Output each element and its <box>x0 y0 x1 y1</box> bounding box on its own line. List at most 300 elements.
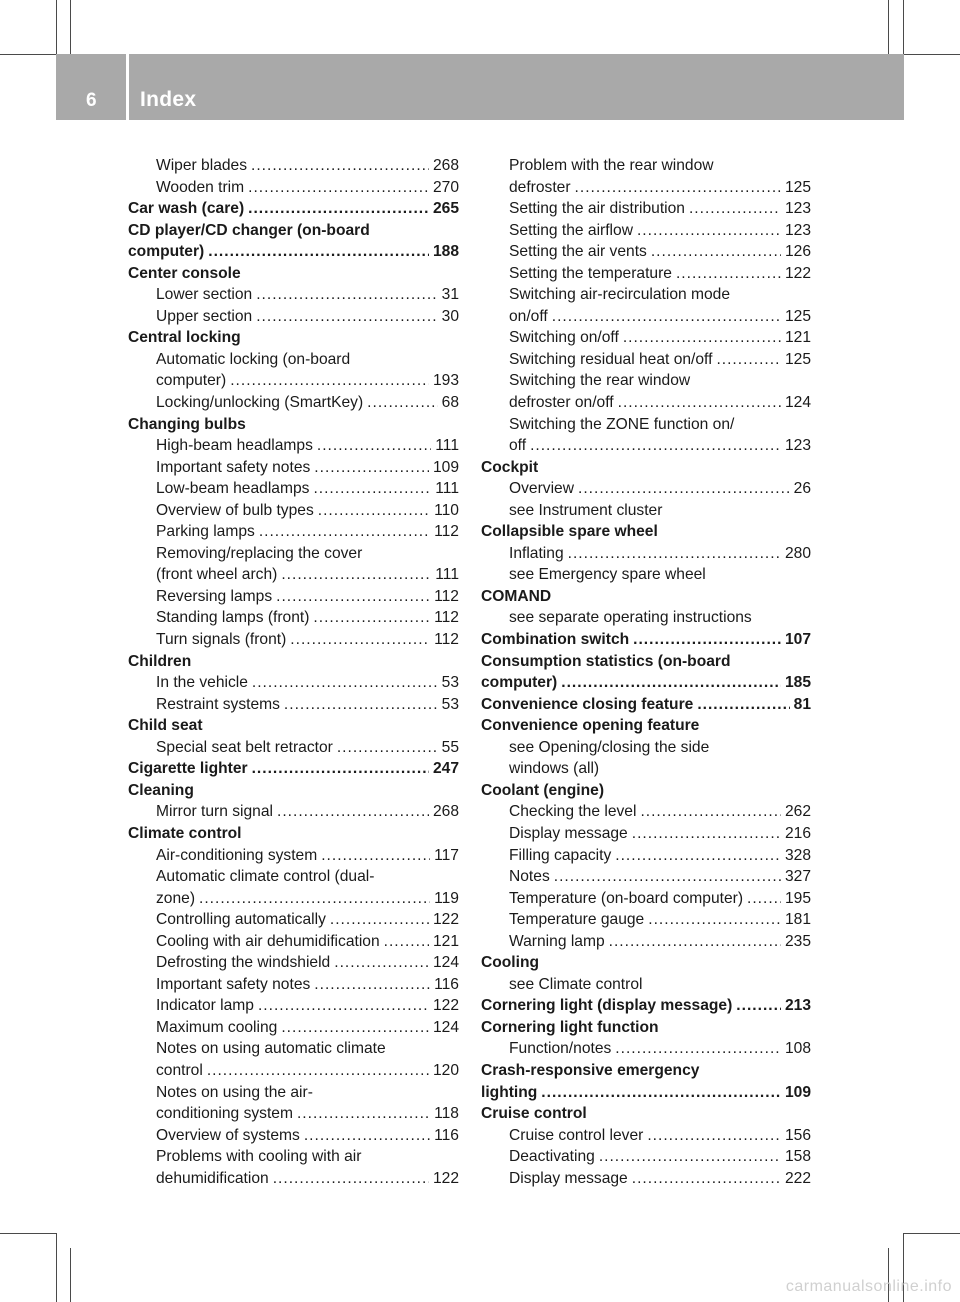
index-entry-text: Notes on using the air- <box>156 1083 313 1101</box>
index-page-number[interactable]: 124 <box>432 1018 459 1036</box>
index-page-number[interactable]: 268 <box>432 803 459 821</box>
index-subentry <box>128 392 459 414</box>
dot-leader <box>530 435 781 457</box>
index-page-number[interactable]: 262 <box>784 803 811 821</box>
index-subentry <box>128 457 459 479</box>
index-entry-text: Cigarette lighter <box>128 760 248 778</box>
index-entry-text: In the vehicle <box>156 674 248 692</box>
index-entry-text: computer) <box>156 372 227 390</box>
index-subentry <box>128 801 459 823</box>
crop-mark <box>904 54 960 55</box>
index-entry-text: Lower section <box>156 286 253 304</box>
index-heading <box>128 780 459 802</box>
index-page-number[interactable]: 185 <box>784 674 811 692</box>
index-heading <box>481 694 811 716</box>
dot-leader <box>199 888 430 910</box>
index-entry-text: Convenience opening feature <box>481 717 700 735</box>
index-page-number[interactable]: 222 <box>784 1169 811 1187</box>
index-subentry <box>128 629 459 651</box>
index-entry-text: Setting the air distribution <box>509 200 685 218</box>
dot-leader <box>281 1017 429 1039</box>
index-heading <box>481 952 811 974</box>
dot-leader <box>207 1060 429 1082</box>
index-subentry <box>481 564 811 586</box>
index-entry-text: Overview of systems <box>156 1126 300 1144</box>
index-subentry <box>481 737 811 759</box>
index-page-number[interactable]: 122 <box>432 1169 459 1187</box>
index-page-number[interactable]: 53 <box>441 695 459 713</box>
index-page-number[interactable]: 53 <box>441 674 459 692</box>
index-page-number[interactable]: 235 <box>784 932 811 950</box>
index-page-number[interactable]: 112 <box>434 587 459 605</box>
index-entry-text: Collapsible spare wheel <box>481 523 658 541</box>
index-subentry <box>128 586 459 608</box>
index-subentry <box>481 306 811 328</box>
index-page-number[interactable]: 122 <box>432 997 459 1015</box>
dot-leader <box>256 284 437 306</box>
index-entry-text: Indicator lamp <box>156 997 254 1015</box>
index-page-number[interactable]: 124 <box>784 394 811 412</box>
index-subentry <box>128 1125 459 1147</box>
index-entry-text: defroster on/off <box>509 394 614 412</box>
index-heading <box>481 672 811 694</box>
index-entry-text: COMAND <box>481 587 552 605</box>
index-page-number[interactable]: 123 <box>784 437 811 455</box>
index-heading <box>481 995 811 1017</box>
index-page-number[interactable]: 216 <box>784 824 811 842</box>
index-heading <box>128 414 459 436</box>
dot-leader <box>304 1125 430 1147</box>
index-subentry <box>481 1168 811 1190</box>
dot-leader <box>575 177 781 199</box>
index-heading <box>481 1060 811 1082</box>
index-page-number[interactable]: 247 <box>432 760 459 778</box>
index-subentry <box>128 564 459 586</box>
index-page-number[interactable]: 125 <box>784 350 811 368</box>
index-subentry <box>481 284 811 306</box>
index-subentry <box>481 845 811 867</box>
index-subentry <box>128 1060 459 1082</box>
index-entry-text: Children <box>128 652 192 670</box>
index-entry-text: Center console <box>128 264 241 282</box>
index-subentry <box>481 1146 811 1168</box>
index-heading <box>128 758 459 780</box>
header-divider <box>126 54 129 120</box>
index-page-number[interactable]: 120 <box>432 1061 459 1079</box>
index-subentry <box>481 414 811 436</box>
dot-leader <box>651 241 781 263</box>
dot-leader <box>276 586 430 608</box>
index-subentry <box>481 392 811 414</box>
crop-mark <box>888 0 889 54</box>
index-subentry <box>481 349 811 371</box>
index-column-left <box>128 155 459 1189</box>
index-page-number[interactable]: 112 <box>434 523 459 541</box>
index-entry-text: (front wheel arch) <box>156 566 278 584</box>
index-entry-text: Warning lamp <box>509 932 605 950</box>
index-page-number[interactable]: 265 <box>432 200 459 218</box>
index-entry-text: Switching on/off <box>509 329 619 347</box>
index-page-number[interactable]: 31 <box>441 286 459 304</box>
index-entry-text: Special seat belt retractor <box>156 738 333 756</box>
dot-leader <box>230 370 429 392</box>
index-page-number[interactable]: 109 <box>784 1083 811 1101</box>
index-page-number[interactable]: 112 <box>434 631 459 649</box>
index-page-number[interactable]: 118 <box>434 1105 459 1123</box>
index-entry-text: Switching the rear window <box>509 372 691 390</box>
dot-leader <box>697 694 789 716</box>
dot-leader <box>313 478 431 500</box>
index-subentry <box>128 155 459 177</box>
index-page-number[interactable]: 121 <box>784 329 811 347</box>
index-page-number[interactable]: 111 <box>435 566 459 584</box>
index-entry-text: Changing bulbs <box>128 415 246 433</box>
dot-leader <box>281 564 431 586</box>
index-entry-text: CD player/CD changer (on-board <box>128 221 370 239</box>
index-subentry <box>128 866 459 888</box>
index-page-number[interactable]: 327 <box>784 868 811 886</box>
watermark: carmanualsonline.info <box>785 1278 952 1295</box>
index-subentry <box>128 1146 459 1168</box>
index-page-number[interactable]: 107 <box>784 631 811 649</box>
index-entry-text: lighting <box>481 1083 538 1101</box>
index-entry-text: Cruise control <box>481 1105 587 1123</box>
dot-leader <box>384 931 429 953</box>
index-entry-text: windows (all) <box>509 760 600 778</box>
index-heading <box>128 651 459 673</box>
dot-leader <box>256 306 437 328</box>
index-entry-text: on/off <box>509 307 548 325</box>
index-entry-text: Cornering light (display message) <box>481 997 733 1015</box>
index-subentry <box>128 888 459 910</box>
index-subentry <box>128 1017 459 1039</box>
index-heading <box>128 198 459 220</box>
index-page-number[interactable]: 270 <box>432 178 459 196</box>
dot-leader <box>330 909 429 931</box>
dot-leader <box>284 694 438 716</box>
index-entry-text: Coolant (engine) <box>481 781 605 799</box>
index-entry-text: Automatic locking (on-board <box>156 350 351 368</box>
dot-leader <box>689 198 781 220</box>
index-subentry <box>481 1038 811 1060</box>
dot-leader <box>258 995 429 1017</box>
dot-leader <box>578 478 790 500</box>
index-subentry <box>128 177 459 199</box>
dot-leader <box>314 974 430 996</box>
index-subentry <box>128 845 459 867</box>
index-subentry <box>128 952 459 974</box>
dot-leader <box>317 435 431 457</box>
index-subentry <box>128 737 459 759</box>
index-subentry <box>481 327 811 349</box>
index-page-number[interactable]: 111 <box>435 480 459 498</box>
index-entry-text: Restraint systems <box>156 695 280 713</box>
dot-leader <box>318 500 430 522</box>
index-subentry <box>128 478 459 500</box>
index-page-number[interactable]: 30 <box>441 307 459 325</box>
index-entry-text: zone) <box>156 889 196 907</box>
index-entry-text: see Emergency spare wheel <box>509 566 706 584</box>
index-page-number[interactable]: 122 <box>432 911 459 929</box>
index-entry-text: Parking lamps <box>156 523 255 541</box>
index-page-number[interactable]: 26 <box>793 480 811 498</box>
index-entry-text: Setting the air vents <box>509 243 647 261</box>
index-page-number[interactable]: 213 <box>784 997 811 1015</box>
index-entry-text: Child seat <box>128 717 203 735</box>
index-page-number[interactable]: 280 <box>784 544 811 562</box>
index-entry-text: Car wash (care) <box>128 200 245 218</box>
index-heading <box>481 715 811 737</box>
dot-leader <box>648 909 781 931</box>
index-entry-text: Mirror turn signal <box>156 803 273 821</box>
index-page-number[interactable]: 125 <box>784 178 811 196</box>
dot-leader <box>568 543 781 565</box>
crop-mark <box>70 0 71 54</box>
index-entry-text: computer) <box>128 243 205 261</box>
index-subentry <box>128 694 459 716</box>
index-entry-text: Switching the ZONE function on/ <box>509 415 735 433</box>
index-entry-text: Setting the temperature <box>509 264 672 282</box>
index-subentry <box>481 801 811 823</box>
index-heading <box>128 823 459 845</box>
index-entry-text: Display message <box>509 824 628 842</box>
index-page-number[interactable]: 116 <box>434 975 459 993</box>
index-subentry <box>128 1168 459 1190</box>
index-subentry <box>481 758 811 780</box>
index-entry-text: Air-conditioning system <box>156 846 318 864</box>
index-entry-text: Checking the level <box>509 803 637 821</box>
index-page-number[interactable]: 181 <box>784 911 811 929</box>
index-entry-text: Cleaning <box>128 781 194 799</box>
index-page-number[interactable]: 328 <box>784 846 811 864</box>
index-subentry <box>128 1103 459 1125</box>
index-subentry <box>128 909 459 931</box>
dot-leader <box>676 263 781 285</box>
index-entry-text: Cooling <box>481 954 540 972</box>
index-page-number[interactable]: 195 <box>784 889 811 907</box>
index-page-number[interactable]: 193 <box>432 372 459 390</box>
dot-leader <box>273 1168 429 1190</box>
index-subentry <box>481 241 811 263</box>
dot-leader <box>259 521 430 543</box>
index-subentry <box>128 1082 459 1104</box>
dot-leader <box>297 1103 430 1125</box>
index-subentry <box>128 995 459 1017</box>
index-entry-text: Notes <box>509 868 550 886</box>
dot-leader <box>334 952 429 974</box>
index-entry-text: Deactivating <box>509 1148 595 1166</box>
dot-leader <box>623 327 781 349</box>
index-entry-text: Switching residual heat on/off <box>509 350 713 368</box>
index-heading <box>481 1082 811 1104</box>
index-heading <box>481 780 811 802</box>
index-subentry <box>481 435 811 457</box>
index-heading <box>481 629 811 651</box>
index-entry-text: Maximum cooling <box>156 1018 278 1036</box>
index-page-number[interactable]: 158 <box>784 1148 811 1166</box>
index-page-number[interactable]: 108 <box>784 1040 811 1058</box>
index-heading <box>128 241 459 263</box>
index-entry-text: Function/notes <box>509 1040 612 1058</box>
index-entry-text: Important safety notes <box>156 458 311 476</box>
index-heading <box>128 715 459 737</box>
crop-mark <box>903 0 904 54</box>
index-subentry <box>481 220 811 242</box>
index-entry-text: see Instrument cluster <box>509 501 663 519</box>
index-subentry <box>481 155 811 177</box>
dot-leader <box>367 392 437 414</box>
index-entry-text: Standing lamps (front) <box>156 609 310 627</box>
index-entry-text: Automatic climate control (dual- <box>156 868 375 886</box>
dot-leader <box>252 758 429 780</box>
index-subentry <box>128 500 459 522</box>
index-page-number[interactable]: 123 <box>784 200 811 218</box>
index-subentry <box>128 370 459 392</box>
index-heading <box>481 521 811 543</box>
index-page-number[interactable]: 68 <box>441 394 459 412</box>
dot-leader <box>736 995 781 1017</box>
dot-leader <box>599 1146 781 1168</box>
index-entry-text: defroster <box>509 178 571 196</box>
dot-leader <box>248 198 429 220</box>
index-page-number[interactable]: 119 <box>434 889 459 907</box>
index-subentry <box>128 543 459 565</box>
index-page-number[interactable]: 268 <box>432 157 459 174</box>
index-entry-text: Turn signals (front) <box>156 631 287 649</box>
index-entry-text: High-beam headlamps <box>156 437 313 455</box>
index-page-number[interactable]: 124 <box>432 954 459 972</box>
index-entry-text: Important safety notes <box>156 975 311 993</box>
index-subentry <box>481 931 811 953</box>
index-subentry <box>481 1125 811 1147</box>
index-entry-text: Display message <box>509 1169 628 1187</box>
index-page-number[interactable]: 111 <box>435 437 459 455</box>
index-entry-text: Cooling with air dehumidification <box>156 932 380 950</box>
page-number: 6 <box>86 90 97 111</box>
index-entry-text: see Opening/closing the side <box>509 738 710 756</box>
index-page-number[interactable]: 81 <box>793 695 811 713</box>
index-subentry <box>481 370 811 392</box>
index-subentry <box>481 198 811 220</box>
index-entry-text: Upper section <box>156 307 253 325</box>
index-page-number[interactable]: 55 <box>441 738 459 756</box>
index-heading <box>128 263 459 285</box>
index-entry-text: Removing/replacing the cover <box>156 544 363 562</box>
dot-leader <box>337 737 438 759</box>
dot-leader <box>633 629 781 651</box>
index-entry-text: Cruise control lever <box>509 1126 644 1144</box>
index-page-number[interactable]: 121 <box>432 932 459 950</box>
index-heading <box>128 327 459 349</box>
index-entry-text: Controlling automatically <box>156 911 326 929</box>
index-subentry <box>481 543 811 565</box>
dot-leader <box>637 220 781 242</box>
index-page-number[interactable]: 109 <box>432 458 459 476</box>
index-entry-text: Notes on using automatic climate <box>156 1040 386 1058</box>
index-entry-text: computer) <box>481 674 558 692</box>
index-entry-text: conditioning system <box>156 1105 293 1123</box>
index-entry-text: Low-beam headlamps <box>156 480 310 498</box>
index-entry-text: Consumption statistics (on-board <box>481 652 731 670</box>
dot-leader <box>554 866 781 888</box>
index-heading <box>481 1017 811 1039</box>
dot-leader <box>632 1168 781 1190</box>
index-subentry <box>128 306 459 328</box>
index-heading <box>481 1103 811 1125</box>
index-subentry <box>481 974 811 996</box>
index-subentry <box>128 284 459 306</box>
dot-leader <box>541 1082 781 1104</box>
index-entry-text: Inflating <box>509 544 564 562</box>
index-subentry <box>128 672 459 694</box>
index-page-number[interactable]: 126 <box>784 243 811 261</box>
index-entry-text: control <box>156 1061 203 1079</box>
dot-leader <box>314 457 429 479</box>
dot-leader <box>561 672 781 694</box>
index-entry-text: Overview <box>509 480 574 498</box>
index-subentry <box>128 974 459 996</box>
index-page-number[interactable]: 112 <box>434 609 459 627</box>
index-entry-text: Defrosting the windshield <box>156 954 331 972</box>
index-page-number[interactable]: 125 <box>784 307 811 325</box>
index-subentry <box>128 1038 459 1060</box>
index-entry-text: Switching air-recirculation mode <box>509 286 731 304</box>
index-subentry <box>481 177 811 199</box>
crop-mark <box>904 1233 960 1234</box>
dot-leader <box>618 392 781 414</box>
index-page-number[interactable]: 188 <box>432 243 459 261</box>
index-entry-text: Overview of bulb types <box>156 501 314 519</box>
index-subentry <box>128 349 459 371</box>
index-entry-text: see Climate control <box>509 975 643 993</box>
section-title: Index <box>140 88 197 111</box>
dot-leader <box>290 629 430 651</box>
index-page-number[interactable]: 122 <box>784 264 811 282</box>
index-entry-text: Climate control <box>128 824 242 842</box>
index-subentry <box>128 435 459 457</box>
index-entry-text: Combination switch <box>481 631 630 649</box>
crop-mark <box>70 1248 71 1302</box>
index-subentry <box>481 263 811 285</box>
index-subentry <box>481 500 811 522</box>
index-subentry <box>128 931 459 953</box>
crop-mark <box>0 54 56 55</box>
index-entry-text: Cornering light function <box>481 1018 659 1036</box>
index-heading <box>481 457 811 479</box>
index-entry-text: Crash-responsive emergency <box>481 1061 700 1079</box>
dot-leader <box>615 1038 781 1060</box>
dot-leader <box>321 845 430 867</box>
index-page-number[interactable]: 117 <box>434 846 459 864</box>
index-page-number[interactable]: 156 <box>784 1126 811 1144</box>
index-column-right <box>481 155 811 1189</box>
index-entry-text: Locking/unlocking (SmartKey) <box>156 394 364 412</box>
index-page-number[interactable]: 110 <box>434 501 459 519</box>
dot-leader <box>747 888 781 910</box>
dot-leader <box>552 306 781 328</box>
index-heading <box>481 651 811 673</box>
index-page-number[interactable]: 116 <box>434 1126 459 1144</box>
crop-mark <box>56 0 57 54</box>
dot-leader <box>208 241 429 263</box>
dot-leader <box>251 155 429 177</box>
index-entry-text: Problem with the rear window <box>509 157 714 174</box>
index-page-number[interactable]: 123 <box>784 221 811 239</box>
index-entry-text: Problems with cooling with air <box>156 1148 362 1166</box>
index-subentry <box>481 866 811 888</box>
index-subentry <box>481 888 811 910</box>
dot-leader <box>248 177 429 199</box>
